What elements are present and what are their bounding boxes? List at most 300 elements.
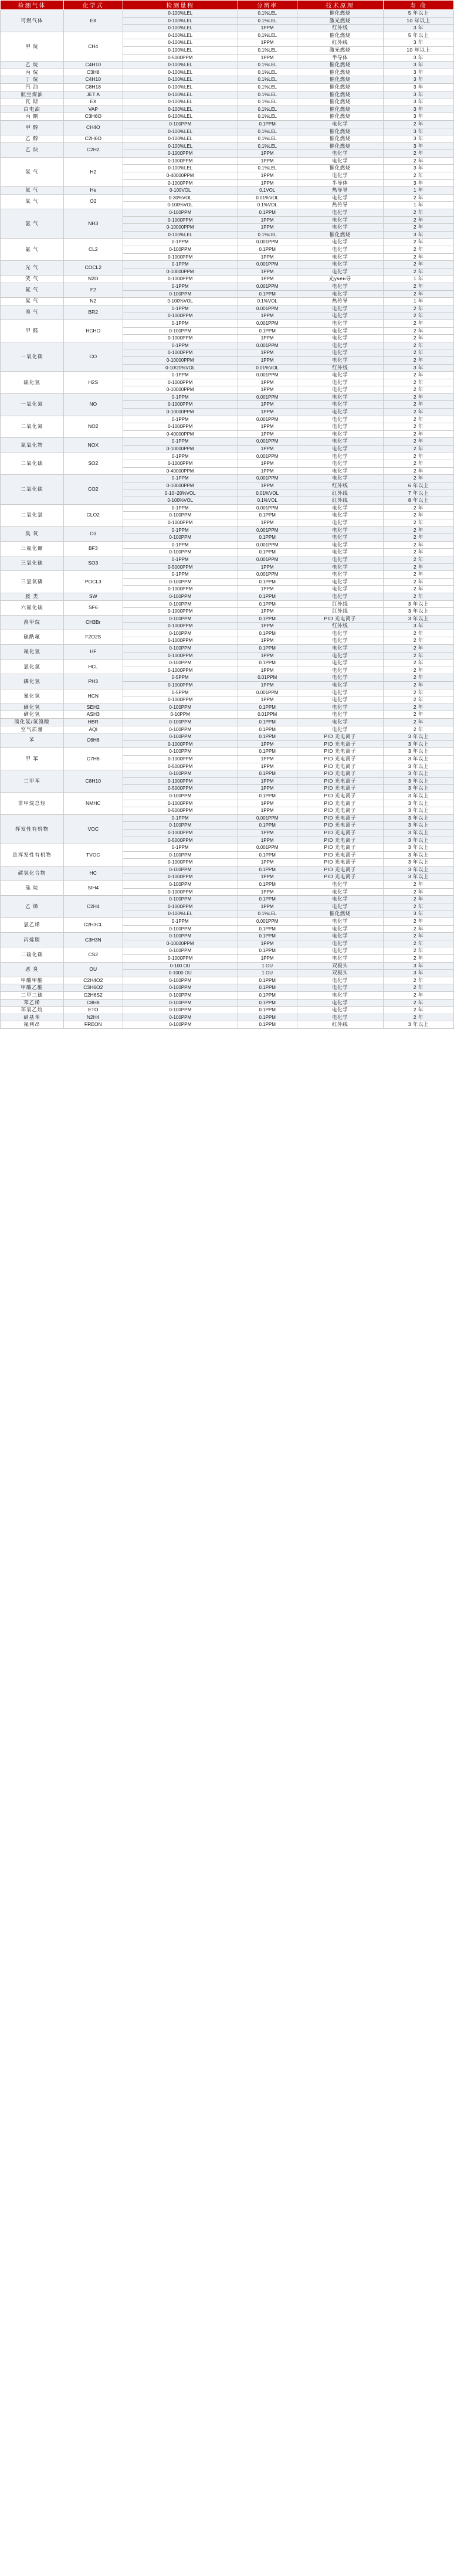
cell-gas-name: 溴甲烷: [1, 615, 64, 630]
table-row: [1, 660, 454, 667]
cell-lifetime: 3 年: [383, 970, 453, 977]
cell-lifetime: 3 年: [383, 910, 453, 918]
cell-technology: 催化燃烧: [297, 91, 383, 98]
cell-range: 0-1000PPM: [123, 157, 238, 165]
cell-lifetime: 3 年以上: [383, 792, 453, 800]
cell-technology: 电化学: [297, 571, 383, 579]
cell-resolution: 0.001PPM: [238, 844, 297, 852]
table-row: [1, 135, 454, 143]
cell-technology: 红外线: [297, 608, 383, 616]
cell-technology: 电化学: [297, 719, 383, 726]
cell-formula: C2H2: [63, 142, 123, 157]
cell-range: 0-100PPM: [123, 851, 238, 859]
cell-formula: SEH2: [63, 704, 123, 711]
cell-technology: 电化学: [297, 652, 383, 660]
cell-technology: PID 光电离子: [297, 777, 383, 785]
cell-gas-name: 乙 烷: [1, 62, 64, 69]
cell-range: 0-100%LEL: [123, 32, 238, 39]
cell-lifetime: 2 年: [383, 519, 453, 526]
cell-resolution: 1PPM: [238, 623, 297, 630]
cell-resolution: 0.001PPM: [238, 453, 297, 460]
cell-technology: 催化燃烧: [297, 231, 383, 239]
cell-range: 0-1000PPM: [123, 652, 238, 660]
cell-technology: 催化燃烧: [297, 910, 383, 918]
cell-technology: 电化学: [297, 261, 383, 269]
cell-gas-name: 光 气: [1, 261, 64, 276]
cell-resolution: 0.1PPM: [238, 512, 297, 519]
cell-range: 0-10000PPM: [123, 446, 238, 453]
cell-formula: HF: [63, 645, 123, 660]
cell-gas-name: 氮氧化物: [1, 438, 64, 453]
cell-range: 0-1000PPM: [123, 586, 238, 593]
cell-lifetime: 2 年: [383, 460, 453, 468]
cell-range: 0-100PPM: [123, 748, 238, 756]
cell-formula: C8H10: [63, 770, 123, 793]
table-row: [1, 984, 454, 992]
table-row: [1, 1021, 454, 1029]
cell-range: 0-5000PPM: [123, 785, 238, 793]
table-row: [1, 32, 454, 39]
cell-gas-name: 瓦 斯: [1, 98, 64, 106]
cell-formula: NO2: [63, 416, 123, 438]
cell-range: 0-100PPM: [123, 733, 238, 741]
cell-resolution: 0.1PPM: [238, 1014, 297, 1021]
cell-resolution: 1PPM: [238, 224, 297, 232]
cell-resolution: 1PPM: [238, 312, 297, 320]
cell-technology: 双极头: [297, 970, 383, 977]
table-row: [1, 571, 454, 579]
cell-resolution: 0.1PPM: [238, 881, 297, 889]
cell-formula: C7H8: [63, 748, 123, 770]
cell-technology: 电化学: [297, 563, 383, 571]
cell-range: 0-100%LEL: [123, 17, 238, 25]
cell-resolution: 1PPM: [238, 467, 297, 475]
cell-formula: PH3: [63, 674, 123, 689]
cell-resolution: 0.001PPM: [238, 918, 297, 926]
cell-resolution: 1 OU: [238, 970, 297, 977]
cell-range: 0-40000PPM: [123, 467, 238, 475]
cell-technology: 电化学: [297, 216, 383, 224]
cell-gas-name: 环氧乙烷: [1, 1007, 64, 1014]
cell-lifetime: 2 年: [383, 888, 453, 896]
cell-formula: FREON: [63, 1021, 123, 1029]
cell-resolution: 1PPM: [238, 54, 297, 62]
cell-resolution: 1PPM: [238, 386, 297, 394]
cell-resolution: 0.1PPM: [238, 792, 297, 800]
cell-range: 0-100PPM: [123, 792, 238, 800]
table-row: [1, 372, 454, 379]
cell-formula: O2: [63, 194, 123, 209]
cell-range: 0-100%VOL: [123, 202, 238, 209]
cell-resolution: 1PPM: [238, 423, 297, 431]
cell-resolution: 1PPM: [238, 682, 297, 689]
cell-technology: 光учен导: [297, 276, 383, 283]
cell-technology: 红外线: [297, 25, 383, 32]
cell-lifetime: 6 年以上: [383, 482, 453, 490]
cell-lifetime: 2 年: [383, 120, 453, 128]
cell-range: 0-1000PPM: [123, 800, 238, 807]
cell-technology: 双极头: [297, 962, 383, 970]
table-row: [1, 733, 454, 741]
table-row: [1, 106, 454, 113]
table-row: [1, 438, 454, 446]
cell-lifetime: 1 年: [383, 298, 453, 305]
table-row: [1, 283, 454, 290]
cell-gas-name: 硅 烷: [1, 881, 64, 896]
cell-technology: 红外线: [297, 600, 383, 608]
cell-formula: CL2: [63, 239, 123, 261]
cell-technology: 电化学: [297, 645, 383, 653]
cell-gas-name: 甲酸乙酯: [1, 984, 64, 992]
cell-technology: 半导体: [297, 54, 383, 62]
cell-resolution: 1PPM: [238, 874, 297, 881]
cell-gas-name: 砷化氢: [1, 711, 64, 719]
table-row: [1, 933, 454, 940]
cell-formula: C8H18: [63, 83, 123, 91]
cell-gas-name: 三氧化硫: [1, 556, 64, 570]
cell-range: 0-100PPM: [123, 630, 238, 637]
cell-technology: 电化学: [297, 991, 383, 999]
table-row: [1, 261, 454, 269]
cell-technology: 电化学: [297, 157, 383, 165]
cell-formula: ETO: [63, 1007, 123, 1014]
cell-lifetime: 3 年以上: [383, 844, 453, 852]
cell-resolution: 0.1%LEL: [238, 142, 297, 150]
cell-resolution: 1PPM: [238, 637, 297, 645]
cell-formula: HCN: [63, 689, 123, 704]
cell-lifetime: 1 年: [383, 187, 453, 195]
cell-lifetime: 3 年以上: [383, 837, 453, 844]
cell-range: 0-1PPM: [123, 504, 238, 512]
cell-technology: PID 光电离子: [297, 822, 383, 830]
table-row: [1, 770, 454, 778]
cell-range: 0-100PPM: [123, 896, 238, 903]
cell-technology: 电化学: [297, 290, 383, 298]
cell-technology: 电化学: [297, 586, 383, 593]
cell-technology: 电化学: [297, 881, 383, 889]
table-row: [1, 209, 454, 217]
cell-resolution: 0.1PPM: [238, 726, 297, 733]
cell-technology: 电化学: [297, 305, 383, 312]
cell-formula: CO: [63, 342, 123, 371]
cell-gas-name: 甲 苯: [1, 748, 64, 770]
cell-range: 0-100PPM: [123, 984, 238, 992]
cell-technology: 催化燃烧: [297, 76, 383, 84]
cell-gas-name: 碳氢化合物: [1, 866, 64, 881]
cell-range: 0-10000PPM: [123, 409, 238, 416]
table-row: [1, 881, 454, 889]
cell-gas-name: 氦 气: [1, 187, 64, 195]
table-row: [1, 593, 454, 600]
cell-lifetime: 2 年: [383, 372, 453, 379]
cell-range: 0-100PPM: [123, 645, 238, 653]
cell-range: 0-1PPM: [123, 320, 238, 327]
table-row: [1, 69, 454, 76]
cell-technology: PID 光电离子: [297, 829, 383, 837]
cell-range: 0-1PPM: [123, 918, 238, 926]
table-row: [1, 342, 454, 349]
cell-lifetime: 2 年: [383, 239, 453, 246]
cell-technology: 电化学: [297, 512, 383, 519]
cell-range: 0-1000PPM: [123, 216, 238, 224]
cell-technology: 电化学: [297, 977, 383, 984]
table-row: [1, 10, 454, 18]
cell-resolution: 0.1PPM: [238, 896, 297, 903]
cell-resolution: 1PPM: [238, 955, 297, 963]
table-row: [1, 276, 454, 283]
cell-technology: 热导导: [297, 187, 383, 195]
cell-resolution: 1PPM: [238, 940, 297, 947]
cell-range: 0-100%LEL: [123, 106, 238, 113]
cell-formula: CH4O: [63, 120, 123, 135]
cell-technology: PID 光电离子: [297, 837, 383, 844]
cell-range: 0-10000PPM: [123, 356, 238, 364]
cell-range: 0-100%LEL: [123, 39, 238, 47]
cell-range: 0-100PPM: [123, 1007, 238, 1014]
cell-gas-name: 甲 醛: [1, 320, 64, 342]
cell-resolution: 1PPM: [238, 446, 297, 453]
cell-resolution: 0.1%LEL: [238, 910, 297, 918]
cell-gas-name: 二氧化氮: [1, 416, 64, 438]
cell-range: 0-1000PPM: [123, 829, 238, 837]
cell-lifetime: 2 年: [383, 416, 453, 423]
cell-lifetime: 3 年: [383, 83, 453, 91]
cell-resolution: 0.1%LEL: [238, 10, 297, 18]
cell-lifetime: 2 年: [383, 630, 453, 637]
cell-lifetime: 2 年: [383, 726, 453, 733]
cell-range: 0-1PPM: [123, 305, 238, 312]
cell-lifetime: 2 年: [383, 881, 453, 889]
cell-resolution: 1PPM: [238, 253, 297, 261]
cell-formula: ASH3: [63, 711, 123, 719]
cell-formula: TVOC: [63, 844, 123, 866]
cell-formula: HCL: [63, 660, 123, 674]
cell-formula: C3H6O: [63, 113, 123, 121]
cell-range: 0-100PPM: [123, 770, 238, 778]
cell-gas-name: 空气质量: [1, 726, 64, 733]
cell-formula: BR2: [63, 305, 123, 320]
cell-gas-name: 臭 氧: [1, 526, 64, 541]
cell-lifetime: 2 年: [383, 150, 453, 158]
cell-range: 0-1000PPM: [123, 460, 238, 468]
cell-resolution: 0.001PPM: [238, 689, 297, 696]
cell-lifetime: 2 年: [383, 261, 453, 269]
cell-range: 0-1000PPM: [123, 335, 238, 342]
table-row: [1, 615, 454, 623]
cell-gas-name: 笑 气: [1, 276, 64, 283]
cell-formula: AQI: [63, 726, 123, 733]
cell-technology: PID 光电离子: [297, 785, 383, 793]
cell-gas-name: 硝基苯: [1, 1014, 64, 1021]
cell-range: 0-100PPM: [123, 999, 238, 1007]
cell-range: 0-100%LEL: [123, 10, 238, 18]
cell-technology: 电化学: [297, 925, 383, 933]
cell-range: 0-1000PPM: [123, 859, 238, 866]
cell-technology: 电化学: [297, 1007, 383, 1014]
cell-technology: 电化学: [297, 660, 383, 667]
cell-lifetime: 2 年: [383, 224, 453, 232]
cell-lifetime: 2 年: [383, 335, 453, 342]
cell-lifetime: 2 年: [383, 379, 453, 386]
cell-range: 0-100%LEL: [123, 142, 238, 150]
table-row: [1, 844, 454, 852]
cell-range: 0-100%LEL: [123, 113, 238, 121]
cell-range: 0-1000PPM: [123, 401, 238, 409]
cell-technology: 电化学: [297, 423, 383, 431]
cell-range: 0-10~20%VOL: [123, 490, 238, 497]
cell-range: 0-1000PPM: [123, 777, 238, 785]
cell-technology: 电化学: [297, 120, 383, 128]
cell-lifetime: 3 年以上: [383, 859, 453, 866]
cell-lifetime: 2 年: [383, 586, 453, 593]
cell-resolution: 0.1PPM: [238, 733, 297, 741]
cell-range: 0-1PPM: [123, 844, 238, 852]
cell-lifetime: 2 年: [383, 991, 453, 999]
cell-range: 0-30%VOL: [123, 194, 238, 202]
cell-gas-name: 丙 烷: [1, 69, 64, 76]
cell-gas-name: 二甲苯: [1, 770, 64, 793]
cell-resolution: 0.01PPM: [238, 711, 297, 719]
cell-range: 0-1PPM: [123, 438, 238, 446]
cell-range: 0-1PPM: [123, 453, 238, 460]
cell-technology: 电化学: [297, 438, 383, 446]
cell-resolution: 0.1PPM: [238, 704, 297, 711]
cell-resolution: 0.01%VOL: [238, 194, 297, 202]
table-row: [1, 504, 454, 512]
cell-range: 0-1PPM: [123, 372, 238, 379]
cell-formula: POCL3: [63, 571, 123, 593]
cell-gas-name: 磷化氢: [1, 674, 64, 689]
cell-gas-name: 氯化氢: [1, 660, 64, 674]
cell-resolution: 0.1%LEL: [238, 113, 297, 121]
cell-gas-name: 胺 类: [1, 593, 64, 600]
cell-gas-name: 甲酸甲酯: [1, 977, 64, 984]
cell-range: 0-5000PPM: [123, 54, 238, 62]
cell-resolution: 1PPM: [238, 777, 297, 785]
cell-resolution: 0.1PPM: [238, 593, 297, 600]
cell-range: 0-100PPM: [123, 290, 238, 298]
cell-resolution: 0.1%LEL: [238, 91, 297, 98]
cell-lifetime: 2 年: [383, 711, 453, 719]
cell-technology: 红外线: [297, 497, 383, 505]
cell-lifetime: 3 年以上: [383, 777, 453, 785]
cell-formula: OU: [63, 962, 123, 977]
cell-resolution: 0.001PPM: [238, 320, 297, 327]
cell-formula: BF3: [63, 541, 123, 556]
cell-lifetime: 2 年: [383, 652, 453, 660]
cell-formula: C6H6: [63, 733, 123, 748]
cell-technology: 催化燃烧: [297, 69, 383, 76]
cell-range: 0-100%LEL: [123, 25, 238, 32]
cell-resolution: 1PPM: [238, 157, 297, 165]
table-row: [1, 541, 454, 549]
cell-technology: PID 光电离子: [297, 615, 383, 623]
cell-lifetime: 2 年: [383, 896, 453, 903]
cell-lifetime: 2 年: [383, 283, 453, 290]
table-row: [1, 896, 454, 903]
cell-lifetime: 2 年: [383, 1007, 453, 1014]
cell-technology: 电化学: [297, 386, 383, 394]
table-row: [1, 630, 454, 637]
cell-resolution: 1PPM: [238, 401, 297, 409]
cell-resolution: 0.1PPM: [238, 600, 297, 608]
cell-lifetime: 2 年: [383, 349, 453, 357]
cell-technology: PID 光电离子: [297, 874, 383, 881]
cell-gas-name: 二硫化碳: [1, 947, 64, 962]
cell-technology: 热传导: [297, 202, 383, 209]
cell-lifetime: 3 年以上: [383, 807, 453, 815]
cell-lifetime: 2 年: [383, 246, 453, 254]
cell-technology: 催化燃烧: [297, 10, 383, 18]
cell-technology: 电化学: [297, 283, 383, 290]
table-row: [1, 526, 454, 534]
cell-resolution: 0.1PPM: [238, 851, 297, 859]
cell-gas-name: 氮 气: [1, 298, 64, 305]
cell-technology: 电化学: [297, 335, 383, 342]
cell-gas-name: 苯: [1, 733, 64, 748]
table-row: [1, 814, 454, 822]
cell-formula: N2: [63, 298, 123, 305]
table-row: [1, 98, 454, 106]
cell-technology: 电化学: [297, 356, 383, 364]
cell-lifetime: 3 年: [383, 623, 453, 630]
cell-lifetime: 2 年: [383, 475, 453, 482]
cell-formula: C2H6O: [63, 135, 123, 143]
cell-formula: VOC: [63, 814, 123, 844]
cell-lifetime: 2 年: [383, 290, 453, 298]
table-row: [1, 999, 454, 1007]
table-row: [1, 748, 454, 756]
cell-resolution: 1 OU: [238, 962, 297, 970]
cell-formula: F2O2S: [63, 630, 123, 644]
cell-range: 0-1000PPM: [123, 276, 238, 283]
cell-gas-name: 氟 气: [1, 283, 64, 297]
cell-lifetime: 3 年: [383, 69, 453, 76]
cell-lifetime: 2 年: [383, 423, 453, 431]
cell-range: 0-100PPM: [123, 246, 238, 254]
cell-resolution: 0.1PPM: [238, 947, 297, 955]
cell-technology: 催化燃烧: [297, 106, 383, 113]
cell-gas-name: 氢 气: [1, 157, 64, 186]
cell-resolution: 0.1%LEL: [238, 76, 297, 84]
cell-resolution: 0.1PPM: [238, 120, 297, 128]
cell-lifetime: 2 年: [383, 305, 453, 312]
cell-range: 0-1000PPM: [123, 667, 238, 674]
table-row: [1, 239, 454, 246]
cell-formula: CO2: [63, 475, 123, 504]
cell-gas-name: 非甲烷总烃: [1, 792, 64, 814]
cell-lifetime: 3 年以上: [383, 770, 453, 778]
table-row: [1, 475, 454, 482]
cell-range: 0-1PPM: [123, 239, 238, 246]
gas-detection-table: [0, 0, 454, 1029]
cell-technology: 电化学: [297, 446, 383, 453]
cell-range: 0-5PPM: [123, 674, 238, 682]
cell-lifetime: 2 年: [383, 320, 453, 327]
cell-range: 0-100%LEL: [123, 128, 238, 135]
cell-technology: 电化学: [297, 940, 383, 947]
cell-lifetime: 3 年: [383, 39, 453, 47]
cell-resolution: 1PPM: [238, 276, 297, 283]
cell-resolution: 0.1%LEL: [238, 17, 297, 25]
cell-range: 0-100PPM: [123, 327, 238, 335]
header-formula: 化学式: [63, 1, 123, 10]
cell-lifetime: 2 年: [383, 467, 453, 475]
cell-technology: PID 光电离子: [297, 748, 383, 756]
cell-lifetime: 2 年: [383, 947, 453, 955]
cell-formula: C2H4: [63, 896, 123, 918]
cell-lifetime: 2 年: [383, 682, 453, 689]
